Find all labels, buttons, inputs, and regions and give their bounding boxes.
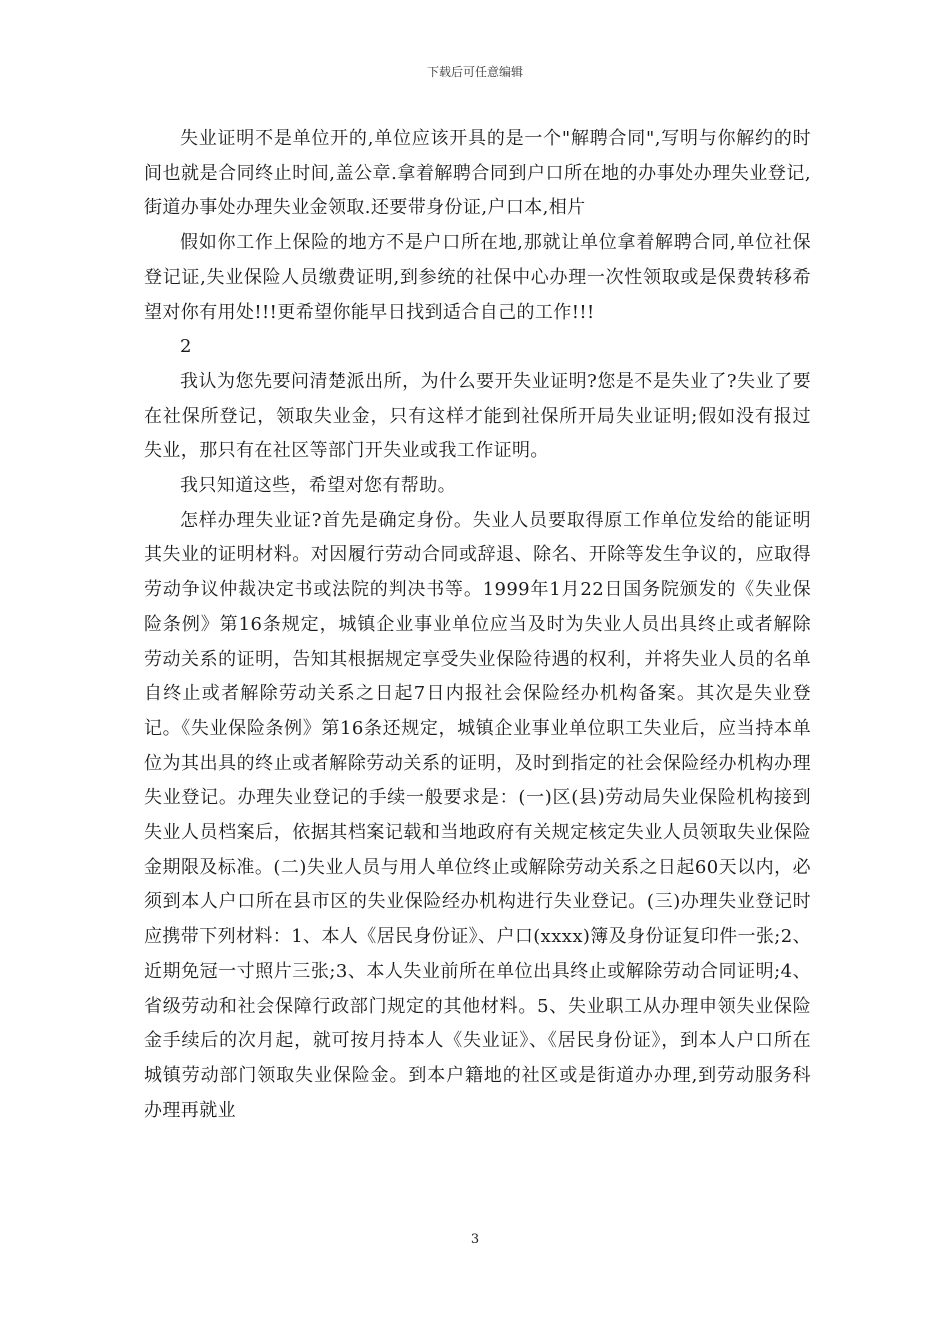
paragraph-3: 我认为您先要问清楚派出所，为什么要开失业证明?您是不是失业了?失业了要在社保所登记，领取失业金，只有这样才能到社保所开局失业证明;假如没有报过失业，那只有在社区等部门开失业或我工作证明。 xyxy=(144,370,811,462)
page-header-note: 下载后可任意编辑 xyxy=(426,65,523,79)
paragraph-4: 我只知道这些，希望对您有帮助。 xyxy=(180,475,456,497)
section-number: 2 xyxy=(180,336,192,358)
paragraph-2: 假如你工作上保险的地方不是户口所在地,那就让单位拿着解聘合同,单位社保登记证,失业保险人员缴费证明,到参统的社保中心办理一次性领取或是保费转移希望对你有用处!!!更希望你能早日找到适合自己的工作!!! xyxy=(144,232,811,323)
paragraph-5: 怎样办理失业证?首先是确定身份。失业人员要取得原工作单位发给的能证明其失业的证明材料。对因履行劳动合同或辞退、除名、开除等发生争议的，应取得劳动争议仲裁决定书或法院的判决书等。1999年1月22日国务院颁发的《失业保险条例》第16条规定，城镇企业事业单位应当及时为失业人员出具终止或者解除劳动关系的证明，告知其根据规定享受失业保险待遇的权利，并将失业人员的名单自终止或者解除劳动关系之日起7日内报社会保险经办机构备案。其次是失业登记。《失业保险条例》第16条还规定，城镇企业事业单位职工失业后，应当持本单位为其出具的终止或者解除劳动关系的证明，及时到指定的社会保险经办机构办理失业登记。办理失业登记的手续一般要求是：(一)区(县)劳动局失业保险机构接到失业人员档案后，依据其档案记载和当地政府有关规定核定失业人员领取失业保险金期限及标准。(二)失业人员与用人单位终止或解除劳动关系之日起60天以内，必须到本人户口所在县市区的失业保险经办机构进行失业登记。(三)办理失业登记时应携带下列材料：1、本人《居民身份证》、户口(xxxx)簿及身份证复印件一张;2、近期免冠一寸照片三张;3、本人失业前所在单位出具终止或解除劳动合同证明;4、省级劳动和社会保障行政部门规定的其他材料。5、失业职工从办理申领失业保险金手续后的次月起，就可按月持本人《失业证》、《居民身份证》，到本人户口所在城镇劳动部门领取失业保险金。到本户籍地的社区或是街道办办理,到劳动服务科办理再就业 xyxy=(144,509,812,1121)
page-number: 3 xyxy=(470,1232,480,1247)
document-body xyxy=(144,122,811,1128)
paragraph-1: 失业证明不是单位开的,单位应该开具的是一个"解聘合同",写明与你解约的时间也就是合同终止时间,盖公章.拿着解聘合同到户口所在地的办事处办理失业登记,街道办事处办理失业金领取.还要带身份证,户口本,相片 xyxy=(144,128,811,219)
